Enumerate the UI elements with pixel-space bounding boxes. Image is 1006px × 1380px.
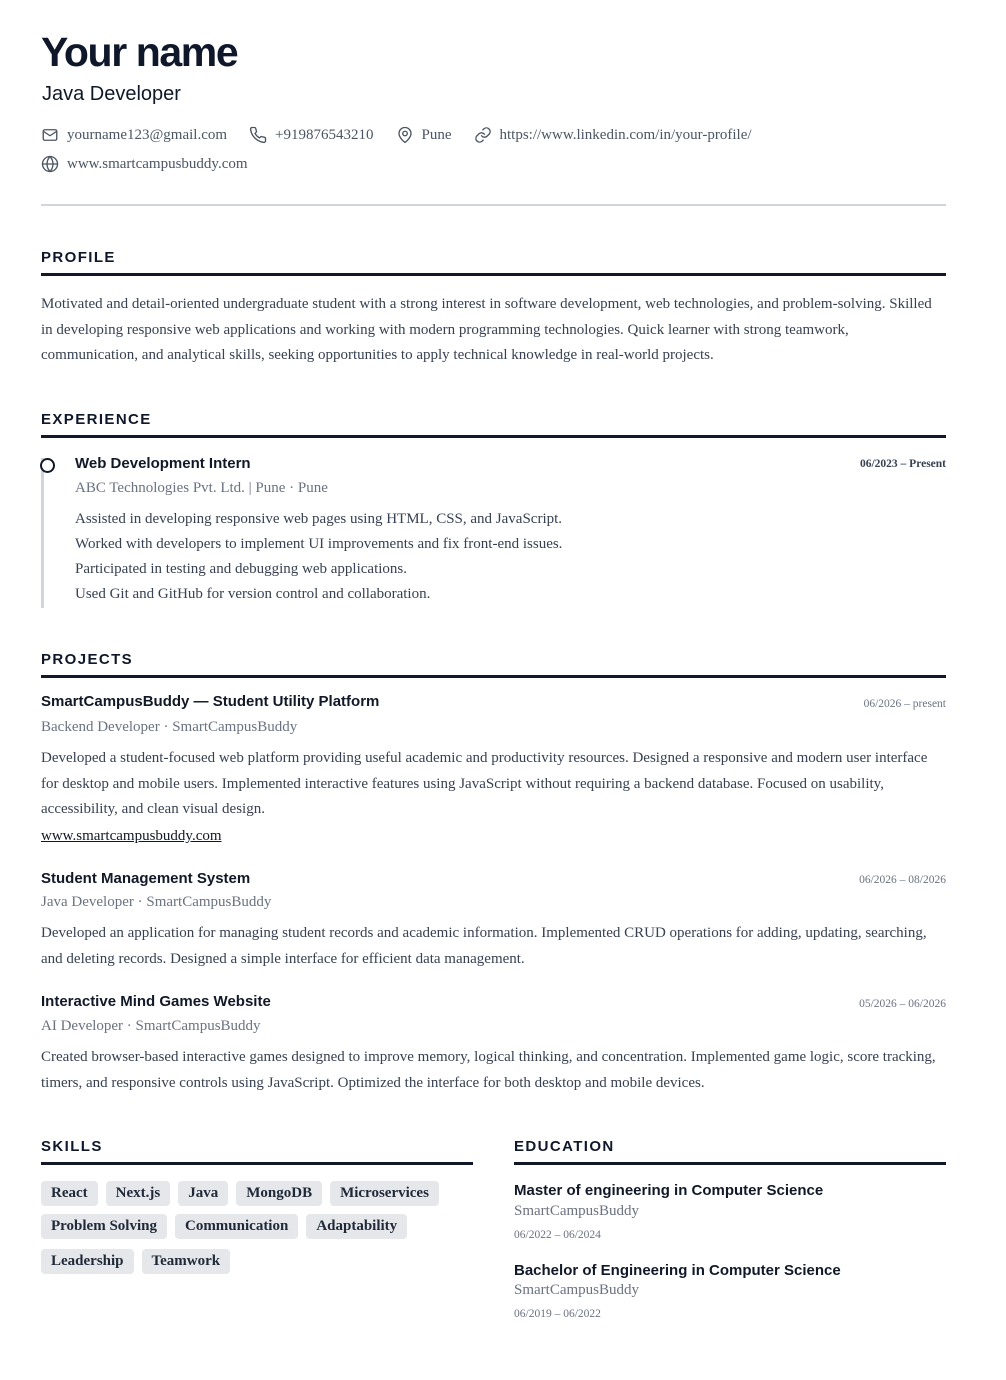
- skills-row: [41, 1214, 473, 1239]
- education-heading: EDUCATION: [514, 1138, 946, 1165]
- skills-row: [41, 1181, 473, 1206]
- timeline-dot: [40, 458, 55, 473]
- contact-linkedin-text: https://www.linkedin.com/in/your-profile/: [499, 126, 752, 143]
- skill-chip: React: [41, 1181, 98, 1206]
- skill-chip: Next.js: [106, 1181, 171, 1206]
- skill-chip: Problem Solving: [41, 1214, 167, 1239]
- job-bullet: Participated in testing and debugging web applications.: [75, 561, 408, 577]
- contact-phone-text: +919876543210: [275, 126, 374, 143]
- profile-text: Motivated and detail-oriented undergraduate student with a strong interest in software development, web technologies, and problem-solving. Skilled in developing responsive web applications and working with modern programming technologies. Quick learner with strong teamwork, communication, and analytical skills, seeking opportunities to apply technical knowledge in real-world projects.: [41, 296, 932, 363]
- project-description: Developed an application for managing student records and academic information. Implemented CRUD operations for adding, updating, searching, and deleting records. Designed a simple interface for efficient data management.: [41, 925, 927, 967]
- skill-chip: Teamwork: [142, 1249, 231, 1274]
- job-company: ABC Technologies Pvt. Ltd. | Pune · Pune: [75, 480, 328, 496]
- profile-heading: PROFILE: [41, 249, 946, 276]
- candidate-name: Your name: [41, 29, 238, 75]
- contact-linkedin[interactable]: [474, 126, 752, 144]
- education-date: 06/2022 – 06/2024: [514, 1229, 601, 1241]
- globe-icon: [41, 155, 59, 173]
- link-icon: [474, 126, 492, 144]
- contact-row-secondary: [41, 154, 270, 174]
- job-title: Web Development Intern: [75, 455, 251, 472]
- project-date: 06/2026 – 08/2026: [859, 874, 946, 886]
- education-degree: Master of engineering in Computer Science: [514, 1182, 824, 1199]
- job-bullet: Used Git and GitHub for version control and collaboration.: [75, 586, 431, 602]
- project-subtitle: Java Developer · SmartCampusBuddy: [41, 894, 272, 910]
- job-bullet: Worked with developers to implement UI improvements and fix front-end issues.: [75, 536, 563, 552]
- job-date: 06/2023 – Present: [859, 458, 946, 470]
- skill-chip: MongoDB: [236, 1181, 322, 1206]
- experience-heading: EXPERIENCE: [41, 411, 946, 438]
- contact-phone[interactable]: [249, 126, 373, 144]
- timeline-bar: [41, 458, 44, 608]
- phone-icon: [249, 126, 267, 144]
- skill-chip: Microservices: [330, 1181, 439, 1206]
- education-school: SmartCampusBuddy: [514, 1282, 640, 1298]
- skill-chip: Java: [178, 1181, 228, 1206]
- header-divider: [41, 204, 946, 206]
- project-date: 05/2026 – 06/2026: [859, 998, 946, 1010]
- project-description: Developed a student-focused web platform providing useful academic and productivity resources. Designed a responsive and modern user interface for desktop and mobile users. Implemented interactive features using JavaScript without requiring a backend database. Focused on usability, accessibility, and clean visual design.: [41, 750, 928, 817]
- contact-email[interactable]: [41, 126, 227, 144]
- projects-heading: PROJECTS: [41, 651, 946, 678]
- candidate-role: Java Developer: [42, 83, 181, 105]
- mail-icon: [41, 126, 59, 144]
- skill-chip: Adaptability: [306, 1214, 407, 1239]
- project-subtitle: Backend Developer · SmartCampusBuddy: [41, 719, 298, 735]
- job-bullet: Assisted in developing responsive web pages using HTML, CSS, and JavaScript.: [75, 511, 563, 527]
- education-degree: Bachelor of Engineering in Computer Science: [514, 1262, 841, 1279]
- project-title: Student Management System: [41, 870, 251, 887]
- contact-row-primary: [41, 125, 774, 145]
- contact-email-text: yourname123@gmail.com: [67, 126, 228, 143]
- project-date: 06/2026 – present: [863, 698, 946, 710]
- skill-chip: Communication: [175, 1214, 298, 1239]
- contact-website[interactable]: [41, 155, 248, 173]
- skills-row: [41, 1249, 473, 1274]
- project-link[interactable]: www.smartcampusbuddy.com: [41, 828, 222, 844]
- contact-location-text: Pune: [421, 126, 452, 143]
- project-title: SmartCampusBuddy — Student Utility Platform: [41, 693, 380, 710]
- contact-location: [396, 126, 452, 144]
- education-date: 06/2019 – 06/2022: [514, 1308, 601, 1320]
- project-title: Interactive Mind Games Website: [41, 993, 271, 1010]
- project-subtitle: AI Developer · SmartCampusBuddy: [41, 1018, 261, 1034]
- location-pin-icon: [396, 126, 414, 144]
- contact-website-text: www.smartcampusbuddy.com: [67, 155, 248, 172]
- education-school: SmartCampusBuddy: [514, 1203, 640, 1219]
- skill-chip: Leadership: [41, 1249, 134, 1274]
- skills-heading: SKILLS: [41, 1138, 473, 1165]
- skills-list: [41, 1181, 473, 1282]
- project-description: Created browser-based interactive games designed to improve memory, logical thinking, and concentration. Implemented game logic, score tracking, timers, and responsive controls using JavaScript. Optimized the interface for both desktop and mobile devices.: [41, 1049, 936, 1091]
- job-bullets: [75, 507, 562, 607]
